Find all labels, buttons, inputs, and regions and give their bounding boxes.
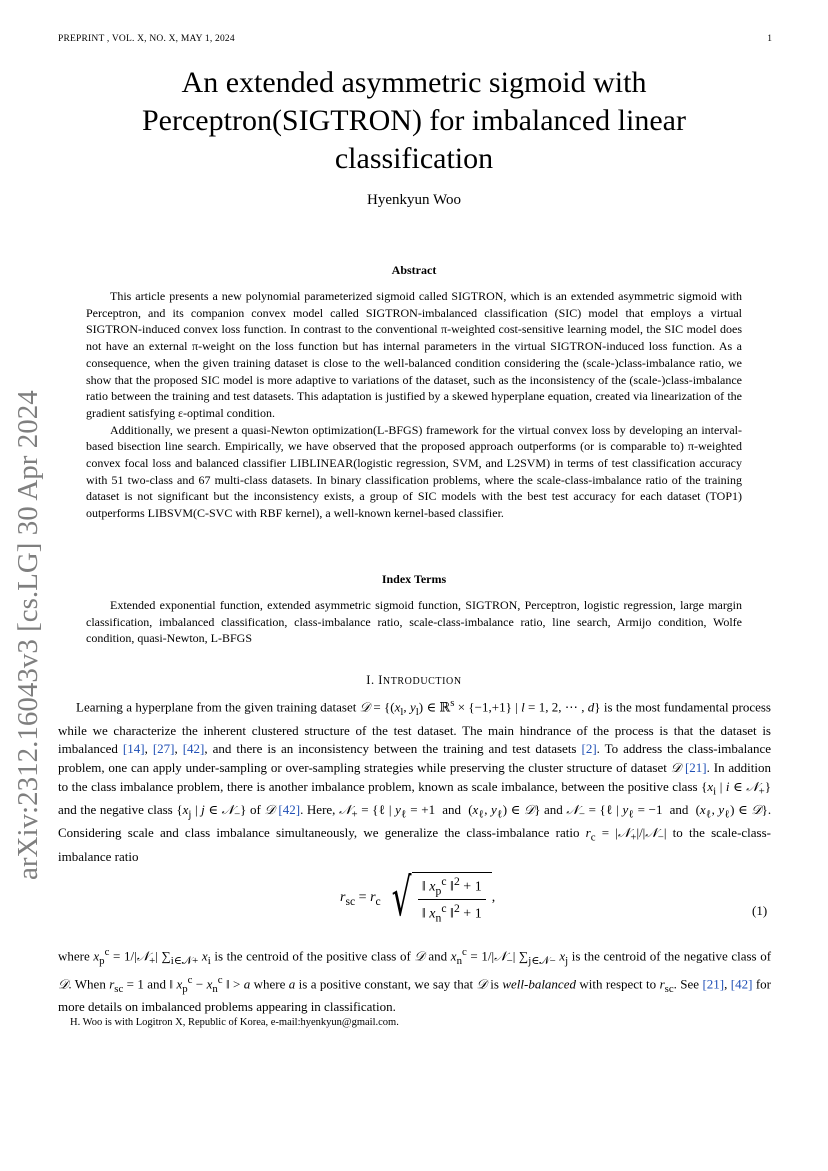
running-header: PREPRINT , VOL. X, NO. X, MAY 1, 2024 <box>58 34 235 44</box>
abstract-heading: Abstract <box>391 263 437 277</box>
arxiv-identifier: arXiv:2312.16043v3 [cs.LG] 30 Apr 2024 <box>12 390 44 880</box>
abstract-paragraph-1: This article presents a new polynomial parameterized sigmoid called SIGTRON, which is an extended asymmetric sigmoid with Perceptron, and its companion convex model called SIGTRON-imbalanced classification (SIC) model that employs a virtual SIGTRON-induced convex loss function. In contrast to the conventional π-weighted cost-sensitive learning model, the SIC model does not have an external π-weight on the loss function but has internal parameters in the virtual SIGTRON-induced loss function. As a consequence, when the given training dataset is close to the well-balanced condition considering the (scale-)class-imbalance ratio, we show that the proposed SIC model is more adaptive to variations of the dataset, such as the inconsistency of the (scale-)class-imbalance ratio between the training and test datasets. This adaptation is justified by a skewed hyperplane equation, created via linearization of the gradient satisfying ε-optimal condition. <box>86 289 742 420</box>
intro-paragraph-2: where $x_p^c$ = 1/|𝒩$_+$| $\sum_{i\in 𝒩+}$ $x_i$ is the centroid of the positive class of 𝒟 and $x_n^c$ = 1/|𝒩$_-$| $\sum_{j\in 𝒩-}$ $x_j$ is the centroid of the negative class of 𝒟. When $r_{sc} = 1$ and ‖ $x_p^c - x_n^c$ ‖ > a where a is a positive constant, we say that 𝒟 is well-balanced with respect to $r_{sc}$. See [21], [42] for more details on imbalanced problems appearing in classification. <box>58 946 772 1015</box>
section-numeral: I. <box>366 673 375 687</box>
author-name: Hyenkyun Woo <box>367 192 461 208</box>
title-line-2: Perceptron(SIGTRON) for imbalanced linear <box>142 104 686 137</box>
index-terms-heading: Index Terms <box>381 572 447 586</box>
equation-1: $r_{sc} = r_c$ √ $\frac{‖ x_p^c ‖^2 + 1}{‖ x_n^c ‖^2 + 1}$ , <box>340 868 496 929</box>
title-line-1: An extended asymmetric sigmoid with <box>181 66 647 99</box>
citation-link[interactable]: [2] <box>581 741 597 757</box>
citation-link[interactable]: [14] <box>122 741 145 757</box>
citation-link[interactable]: [42] <box>182 741 205 757</box>
section-title-initial: I <box>378 673 383 687</box>
index-terms-body: Extended exponential function, extended asymmetric sigmoid function, SIGTRON, Perceptron, logistic regression, large margin classification, imbalanced classification, class-imbalance ratio, scale-class-imbalance ratio, line search, Armijo condition, Wolfe condition, quasi-Newton, L-BFGS <box>86 598 742 646</box>
abstract-paragraph-2: Additionally, we present a quasi-Newton optimization(L-BFGS) framework for the virtual convex loss by developing an interval-based bisection line search. Empirically, we have observed that the proposed approach outperforms (or is comparable to) π-weighted convex focal loss and balanced classifier LIBLINEAR(logistic regression, SVM, and L2SVM) in terms of test classification accuracy with 51 two-class and 67 multi-class datasets. In binary classification problems, where the scale-class-imbalance ratio of the training dataset is not significant but the inconsistency exists, a group of SIC models with the best test accuracy for each dataset (TOP1) outperforms LIBSVM(C-SVC with RBF kernel), a well-known kernel-based classifier. <box>86 422 742 521</box>
title-line-3: classification <box>334 142 494 175</box>
section-heading <box>60 673 768 688</box>
author-footnote: H. Woo is with Logitron X, Republic of Korea, e-mail:hyenkyun@gmail.com. <box>70 1017 399 1028</box>
citation-link[interactable]: [42] <box>730 975 753 991</box>
citation-link[interactable]: [42] <box>278 802 301 818</box>
citation-link[interactable]: [21] <box>684 760 707 776</box>
equation-number: (1) <box>752 903 768 918</box>
citation-link[interactable]: [27] <box>152 741 175 757</box>
arxiv-side-stamp <box>8 360 52 880</box>
intro-paragraph-1: Learning a hyperplane from the given training dataset 𝒟 = {($x_l$, $y_l$) ∈ ℝ$^s$ × {−1,+1} | l = 1, 2, ⋯ , d} is the most fundamental process while we characterize the inherent clustered structure of the test dataset. The main hindrance of the process is that the dataset is imbalanced [14], [27], [42], and there is an inconsistency between the training and test datasets [2]. To address the class-imbalance problem, one can apply under-sampling or over-sampling strategies while preserving the cluster structure of dataset 𝒟 [21]. In addition to the class imbalance problem, there is another imbalance problem, known as scale imbalance, between the positive class {$x_i$ | i ∈ 𝒩$_+$} and the negative class {$x_j$ | j ∈ 𝒩$_-$} of 𝒟 [42]. Here, 𝒩$_+$ = {ℓ | $y_\ell = +1$ and ($x_\ell$, $y_\ell$) ∈ 𝒟} and 𝒩$_-$ = {ℓ | $y_\ell = -1$ and ($x_\ell$, $y_\ell$) ∈ 𝒟}. Considering scale and class imbalance simultaneously, we generalize the class-imbalance ratio $r_c$ = |𝒩$_+$|/|𝒩$_-$| to the scale-class-imbalance ratio <box>58 697 772 864</box>
page-number: 1 <box>767 34 772 44</box>
paper-title <box>60 64 768 178</box>
sqrt-symbol: √ <box>391 868 412 929</box>
abstract-body <box>86 288 742 522</box>
citation-link[interactable]: [21] <box>702 975 725 991</box>
section-title-rest: NTRODUCTION <box>382 676 462 687</box>
